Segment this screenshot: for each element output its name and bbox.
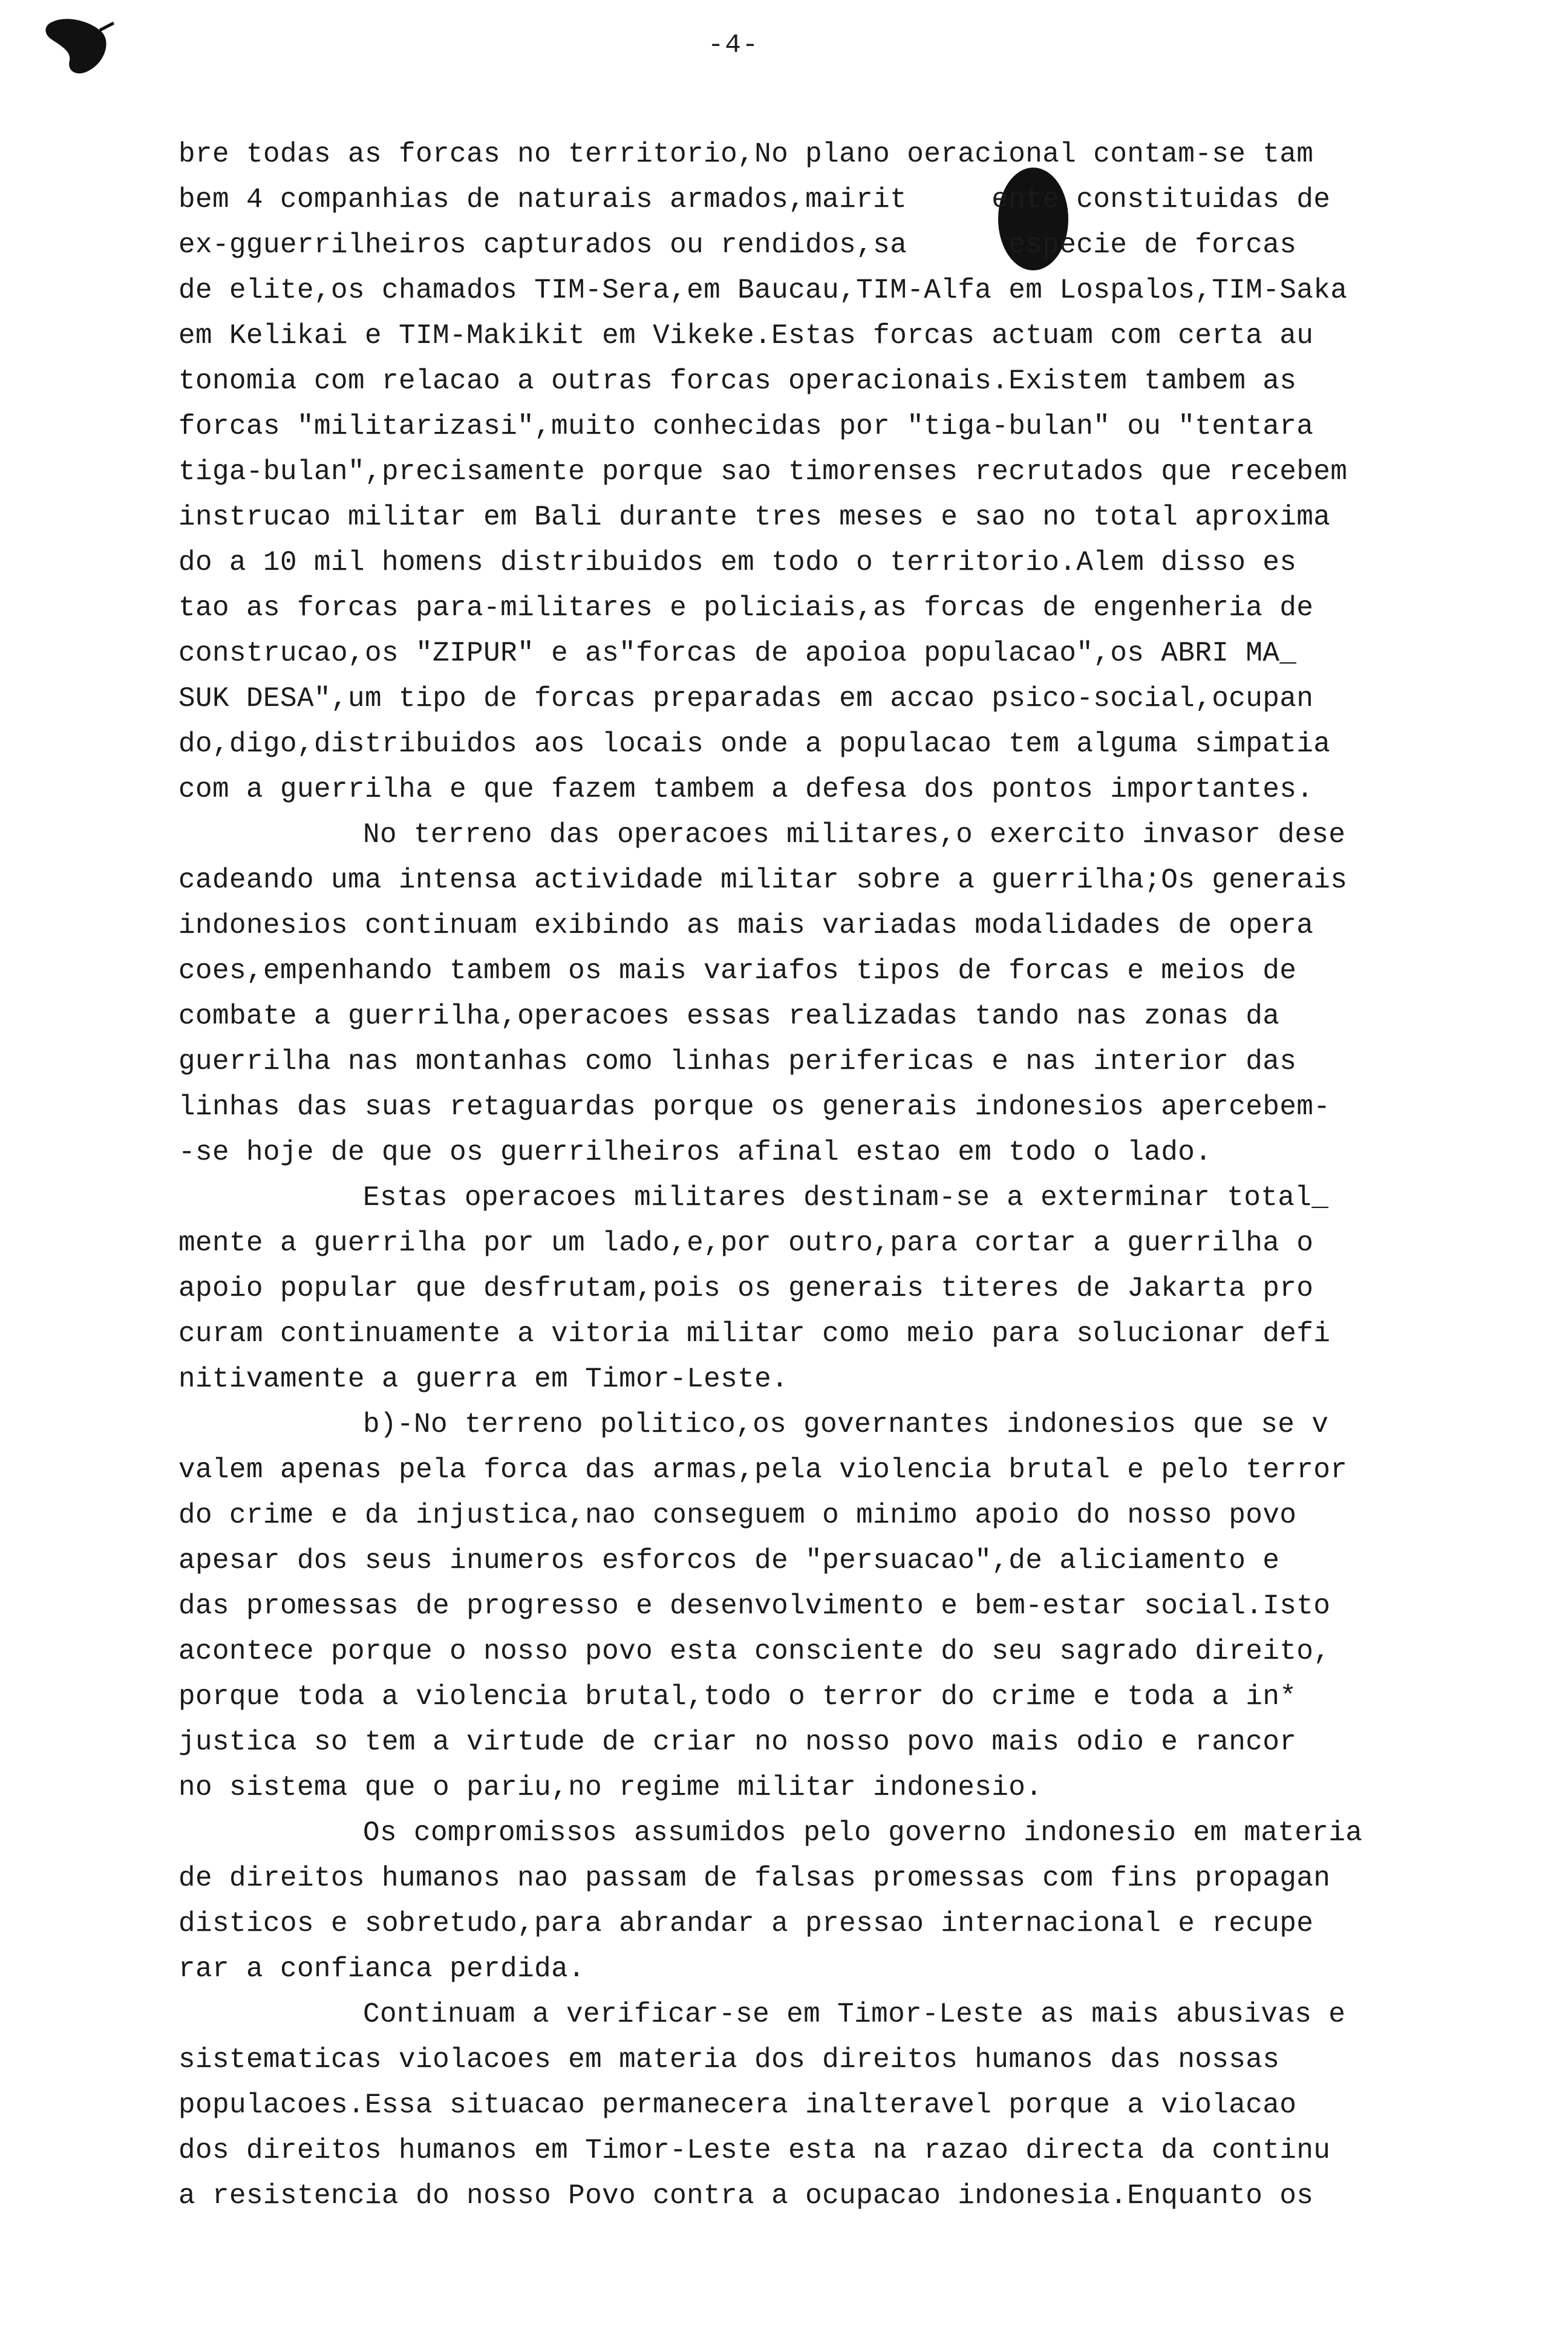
text-line: de elite,os chamados TIM-Sera,em Baucau,TIM-Alfa em Lospalos,TIM-Saka [178,275,1348,306]
document-body [178,132,1461,2219]
text-line: em Kelikai e TIM-Makikit em Vikeke.Estas forcas actuam com certa au [178,320,1314,351]
text-line: justica so tem a virtude de criar no nosso povo mais odio e rancor [178,1726,1297,1758]
text-line: das promessas de progresso e desenvolvimento e bem-estar social.Isto [178,1590,1331,1622]
text-line: guerrilha nas montanhas como linhas perifericas e nas interior das [178,1046,1297,1077]
text-line: a resistencia do nosso Povo contra a ocupacao indonesia.Enquanto os [178,2180,1314,2212]
text-line: tonomia com relacao a outras forcas operacionais.Existem tambem as [178,365,1297,397]
text-line: construcao,os "ZIPUR" e as"forcas de apoioa populacao",os ABRI MA_ [178,638,1297,669]
text-line: dos direitos humanos em Timor-Leste esta na razao directa da continu [178,2135,1331,2166]
paragraph-start-line: Os compromissos assumidos pelo governo indonesio em materia [363,1817,1363,1849]
text-line: coes,empenhando tambem os mais variafos tipos de forcas e meios de [178,955,1297,987]
text-line: SUK DESA",um tipo de forcas preparadas em accao psico-social,ocupan [178,683,1314,714]
text-line: cadeando uma intensa actividade militar sobre a guerrilha;Os generais [178,864,1348,896]
text-line: tiga-bulan",precisamente porque sao timorenses recrutados que recebem [178,456,1348,488]
text-line: indonesios continuam exibindo as mais variadas modalidades de opera [178,910,1314,941]
text-line: curam continuamente a vitoria militar como meio para solucionar defi [178,1318,1331,1350]
text-line: valem apenas pela forca das armas,pela violencia brutal e pelo terror [178,1454,1348,1486]
text-line: apesar dos seus inumeros esforcos de "persuacao",de aliciamento e [178,1545,1280,1576]
text-line: bem 4 companhias de naturais armados,mairit ente constituidas de [178,184,1331,215]
paragraph-start-line: No terreno das operacoes militares,o exercito invasor dese [363,819,1346,851]
text-line: linhas das suas retaguardas porque os generais indonesios apercebem- [178,1091,1331,1123]
text-line: instrucao militar em Bali durante tres meses e sao no total aproxima [178,501,1331,533]
text-line: do a 10 mil homens distribuidos em todo o territorio.Alem disso es [178,547,1297,578]
text-line: no sistema que o pariu,no regime militar indonesio. [178,1772,1043,1803]
text-line: do,digo,distribuidos aos locais onde a populacao tem alguma simpatia [178,728,1331,760]
paragraph-start-line: Estas operacoes militares destinam-se a exterminar total_ [363,1182,1329,1213]
text-line: do crime e da injustica,nao conseguem o minimo apoio do nosso povo [178,1500,1297,1531]
paragraph-start-line: Continuam a verificar-se em Timor-Leste as mais abusivas e [363,1999,1346,2030]
text-line: bre todas as forcas no territorio,No plano oeracional contam-se tam [178,139,1314,170]
text-line: com a guerrilha e que fazem tambem a defesa dos pontos importantes. [178,774,1314,805]
text-line: sistematicas violacoes em materia dos direitos humanos das nossas [178,2044,1280,2075]
text-line: acontece porque o nosso povo esta consciente do seu sagrado direito, [178,1636,1331,1667]
text-line: tao as forcas para-militares e policiais,as forcas de engenheria de [178,592,1314,624]
text-line: mente a guerrilha por um lado,e,por outro,para cortar a guerrilha o [178,1227,1314,1259]
text-line: rar a confianca perdida. [178,1953,586,1985]
text-line: populacoes.Essa situacao permanecera inalteravel porque a violacao [178,2089,1297,2121]
text-line: nitivamente a guerra em Timor-Leste. [178,1363,789,1395]
text-line: disticos e sobretudo,para abrandar a pressao internacional e recupe [178,1908,1314,1939]
text-line: porque toda a violencia brutal,todo o terror do crime e toda a in* [178,1681,1297,1712]
text-line: forcas "militarizasi",muito conhecidas por "tiga-bulan" ou "tentara [178,411,1314,442]
paragraph-start-line: b)-No terreno politico,os governantes indonesios que se v [363,1409,1329,1440]
text-line: -se hoje de que os guerrilheiros afinal estao em todo o lado. [178,1137,1212,1168]
page-number: -4- [708,30,760,60]
ink-blot-mark [42,12,115,79]
text-line: ex-gguerrilheiros capturados ou rendidos,sa especie de forcas [178,229,1297,261]
text-line: apoio popular que desfrutam,pois os generais titeres de Jakarta pro [178,1273,1314,1304]
text-line: de direitos humanos nao passam de falsas promessas com fins propagan [178,1863,1331,1894]
text-line: combate a guerrilha,operacoes essas realizadas tando nas zonas da [178,1001,1280,1032]
